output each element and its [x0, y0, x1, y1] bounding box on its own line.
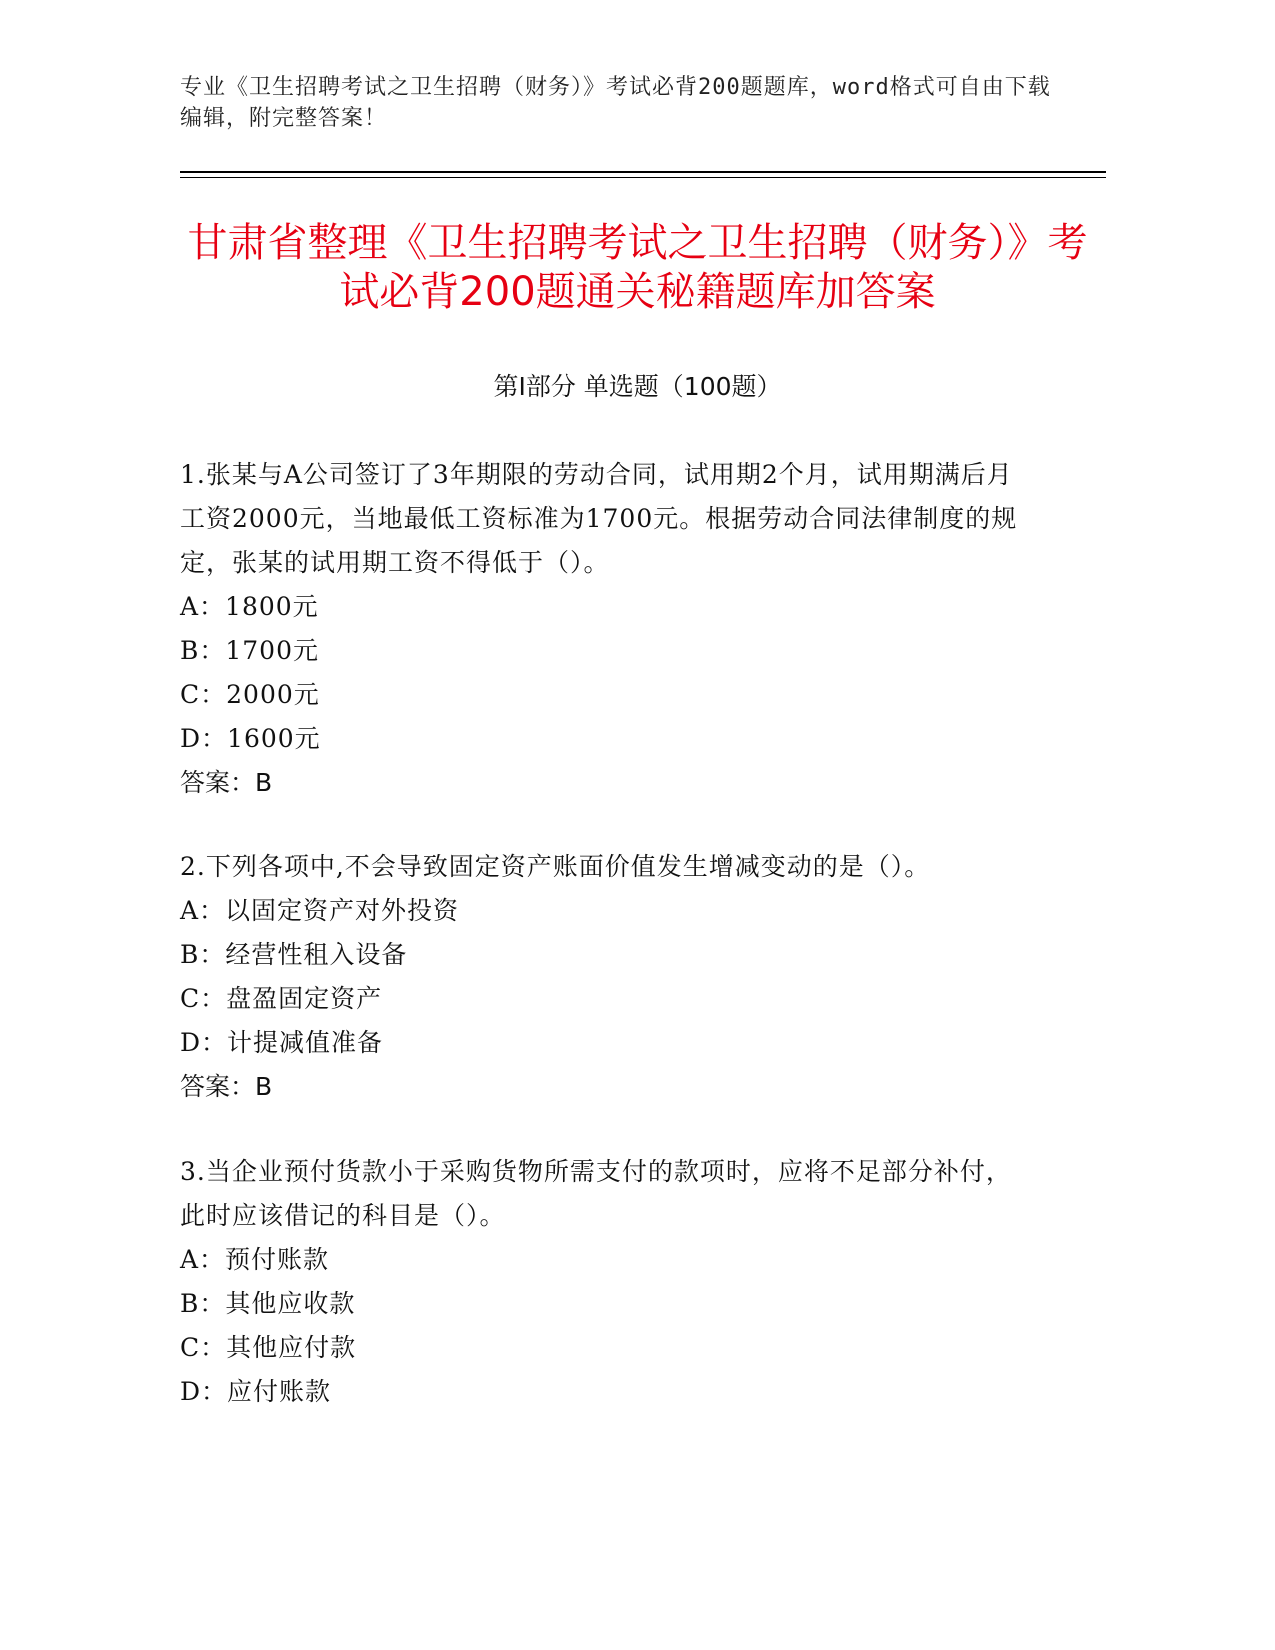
option-b: B：其他应收款: [180, 1289, 356, 1318]
question-2: [180, 845, 1020, 1109]
option-b: B：经营性租入设备: [180, 940, 408, 969]
section-title: 第I部分 单选题（100题）: [493, 372, 782, 401]
header-rule-thick: [180, 171, 1106, 173]
header-rule-thin: [180, 177, 1106, 178]
option-a: A：1800元: [180, 592, 319, 621]
option-a: A：预付账款: [180, 1245, 330, 1274]
question-1: [180, 453, 1020, 805]
option-c: C：2000元: [180, 680, 320, 709]
option-a: A：以固定资产对外投资: [180, 896, 460, 925]
question-stem: 3.当企业预付货款小于采购货物所需支付的款项时，应将不足部分补付，此时应该借记的科目是（）。: [180, 1157, 1012, 1230]
answer-label: 答案：B: [180, 768, 273, 797]
header-note: 专业《卫生招聘考试之卫生招聘（财务）》考试必背200题题库，word格式可自由下载编辑，附完整答案！: [180, 75, 1051, 131]
question-stem: 1.张某与A公司签订了3年期限的劳动合同，试用期2个月，试用期满后月工资2000元，当地最低工资标准为1700元。根据劳动合同法律制度的规定，张某的试用期工资不得低于（）。: [180, 460, 1018, 577]
answer-label: 答案：B: [180, 1072, 273, 1101]
option-c: C：其他应付款: [180, 1333, 357, 1362]
question-3: [180, 1150, 1020, 1414]
option-b: B：1700元: [180, 636, 319, 665]
option-d: D：1600元: [180, 724, 321, 753]
option-c: C：盘盈固定资产: [180, 984, 383, 1013]
question-stem: 2.下列各项中,不会导致固定资产账面价值发生增减变动的是（）。: [180, 852, 931, 881]
option-d: D：计提减值准备: [180, 1028, 384, 1057]
document-title: 甘肃省整理《卫生招聘考试之卫生招聘（财务）》考试必背200题通关秘籍题库加答案: [187, 220, 1088, 315]
option-d: D：应付账款: [180, 1377, 332, 1406]
